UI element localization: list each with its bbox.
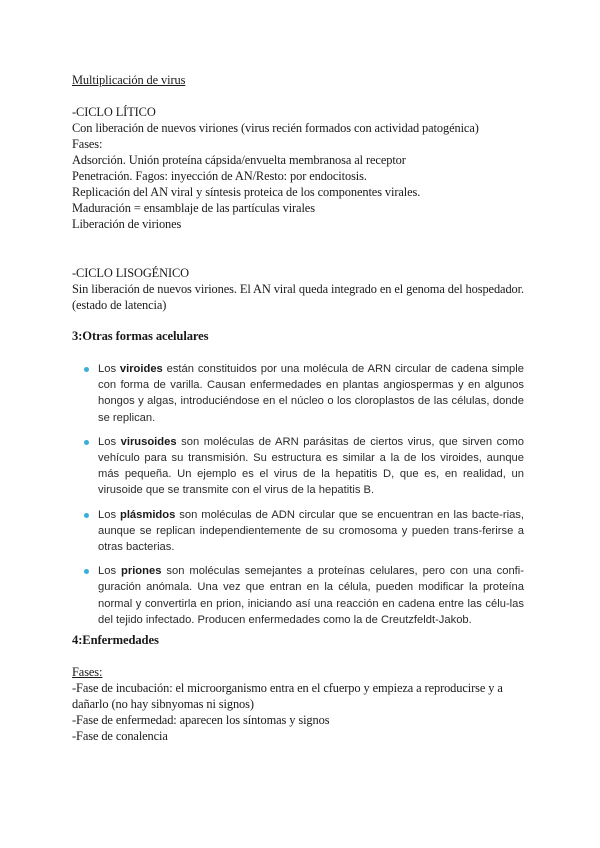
- disease-phase-line: -Fase de conalencia: [72, 729, 168, 743]
- disease-phase-line: -Fase de enfermedad: aparecen los síntomas y signos: [72, 713, 330, 727]
- bullet-dot-icon: [84, 440, 89, 445]
- lysogenic-heading: -CICLO LISOGÉNICO: [72, 266, 190, 280]
- section4-heading: 4:Enfermedades: [72, 633, 159, 647]
- lytic-phase: Replicación del AN viral y síntesis proteica de los componentes virales.: [72, 185, 421, 199]
- lysogenic-description-cont: (estado de latencia): [72, 298, 167, 312]
- lytic-phase: Adsorción. Unión proteína cápsida/envuelta membranosa al receptor: [72, 153, 406, 167]
- document-title: Multiplicación de virus: [72, 73, 186, 87]
- section3-heading: 3:Otras formas acelulares: [72, 329, 209, 343]
- lytic-phase: Maduración = ensamblaje de las partículas virales: [72, 201, 315, 215]
- list-item: [84, 361, 524, 426]
- bullet-lead: Los: [98, 363, 120, 375]
- lytic-phase: Penetración. Fagos: inyección de AN/Resto: por endocitosis.: [72, 169, 367, 183]
- bullet-lead: Los: [98, 435, 121, 448]
- list-item: [84, 434, 524, 499]
- lytic-description: Con liberación de nuevos viriones (virus recién formados con actividad patogénica): [72, 121, 479, 135]
- bullet-text: son moléculas semejantes a proteínas celulares, pero con una confi-guración anómala. Una vez que entran en la célula, pueden modificar la proteína normal y convertirla en prion, iniciando así una reacción en cadena entre las célu-las del tejido infectado. Producen enfermedades como la de Creutzfeldt-Jakob.: [98, 565, 524, 626]
- list-item: [84, 563, 524, 628]
- list-item: [84, 507, 524, 556]
- lytic-phases-label: Fases:: [72, 137, 103, 151]
- bullet-text: están constituidos por una molécula de ARN circular de cadena simple con forma de varilla. Causan enfermedades en plantas angiospermas y en algunos hongos y algas, introduciéndose en el núcleo o los cloroplastos de las células, donde se replican.: [98, 363, 524, 424]
- lytic-phase: Liberación de viriones: [72, 217, 182, 231]
- lytic-heading: -CICLO LÍTICO: [72, 105, 156, 119]
- bullet-text: son moléculas de ADN circular que se encuentran en las bacte-rias, aunque se replican independientemente de su cromosoma y pueden trans-ferirse a otras bacterias.: [98, 508, 524, 554]
- bullet-dot-icon: [84, 513, 89, 518]
- disease-phase-line: -Fase de incubación: el microorganismo entra en el cfuerpo y empieza a reproducirse y a: [72, 681, 503, 695]
- bullet-term: viroides: [119, 363, 163, 375]
- bullet-dot-icon: [84, 367, 89, 372]
- bullet-term: virusoides: [120, 435, 177, 448]
- acellular-forms-list: [84, 361, 524, 636]
- bullet-lead: Los: [98, 508, 120, 521]
- bullet-text: son moléculas de ARN parásitas de ciertos virus, que sirven como vehículo para su transmisión. Su estructura es similar a la de los viroides, aunque más pequeña. Un ejemplo es el virus de la hepatitis D, que es, en realidad, un virusoide que se transmite con el virus de la hepatitis B.: [98, 435, 524, 497]
- bullet-lead: Los: [98, 565, 122, 578]
- bullet-term: plásmidos: [119, 508, 176, 521]
- section4-phases-label: Fases:: [72, 665, 103, 679]
- disease-phase-line: dañarlo (no hay sibnyomas ni signos): [72, 697, 254, 711]
- lysogenic-description: Sin liberación de nuevos viriones. El AN viral queda integrado en el genoma del hospedador.: [72, 282, 524, 296]
- bullet-dot-icon: [84, 569, 89, 574]
- bullet-term: priones: [121, 565, 162, 578]
